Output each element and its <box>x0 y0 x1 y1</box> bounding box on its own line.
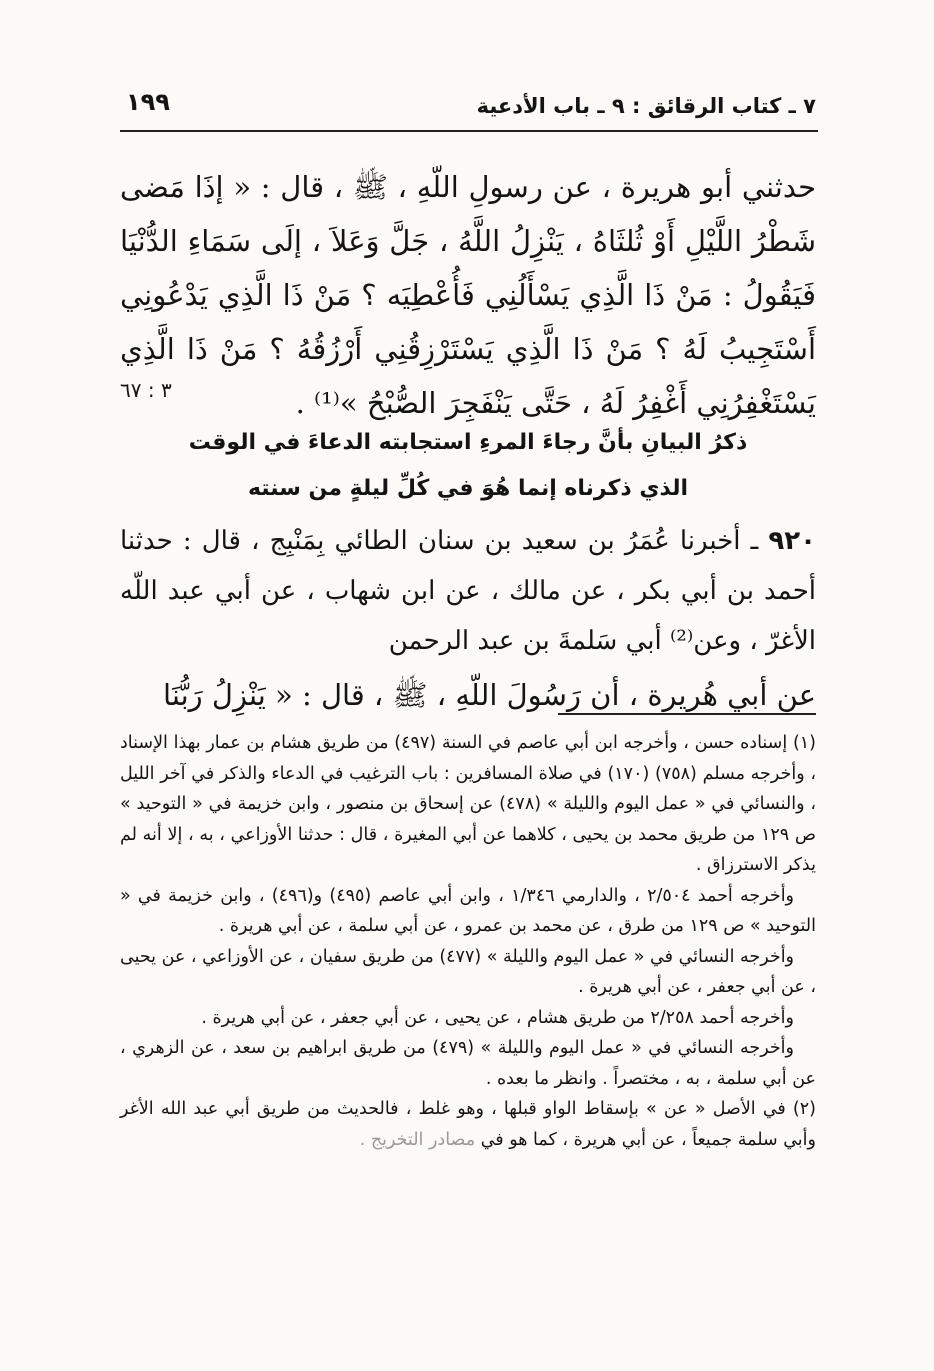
footnote-1-continuation: وأخرجه النسائي في « عمل اليوم والليلة » (٤٧٩) من طريق ابراهيم بن سعد ، عن الزهري ، عن أبي سلمة ، به ، مختصراً . وانظر ما بعده . <box>120 1038 816 1089</box>
main-paragraph: حدثني أبو هريرة ، عن رسولِ اللّهِ ، ﷺ ، قال : « إذَا مَضى شَطْرُ اللَّيْلِ أَوْ ثُلثَاهُ ، يَنْزِلُ اللَّهُ ، جَلَّ وَعَلاَ ، إلَى سَمَاءِ الدُّنْيَا فَيَقُولُ : مَنْ ذَا الَّذِي يَسْأَلُنِي فَأُعْطِيَه ؟ مَنْ ذَا الَّذِي يَدْعُونِي أَسْتَجِيبُ لَهُ ؟ مَنْ ذَا الَّذِي يَسْتَرْزِقُنِي أَرْزُقُهُ ؟ مَنْ ذَا الَّذِي يَسْتَغْفِرُنِي أَغْفِرُ لَهُ ، حَتَّى يَنْفَجِرَ الصُّبْحُ »⁽¹⁾ . <box>120 170 816 420</box>
running-header <box>120 88 816 128</box>
chapter-title: ٧ ـ كتاب الرقائق : ٩ ـ باب الأدعية <box>476 94 816 118</box>
footnote-separator <box>558 713 816 715</box>
page-number: ١٩٩ <box>126 88 170 116</box>
cross-reference: ٣ : ٦٧ <box>120 378 172 402</box>
hadith-920 <box>120 516 816 720</box>
section-heading <box>120 420 816 512</box>
footnote-2 <box>120 1094 816 1155</box>
footnote-2-faded-text: مصادر التخريج . <box>359 1129 476 1150</box>
hadith-text-start: عن أبي هُريرة ، أن رَسُولَ اللّهِ ، ﷺ ، قال : « يَنْزِلُ رَبُّنَا <box>163 678 816 712</box>
section-heading-line-1: ذكرُ البيانِ بأنَّ رجاءَ المرءِ استجابته الدعاءَ في الوقت <box>188 430 748 455</box>
hadith-number: ٩٢٠ <box>768 526 817 556</box>
section-heading-line-2: الذي ذكرناه إنما هُوَ في كُلِّ ليلةٍ من سنته <box>247 476 689 501</box>
header-rule <box>120 130 818 132</box>
footnote-1-continuation: وأخرجه أحمد ٢/٢٥٨ من طريق هشام ، عن يحيى ، عن أبي جعفر ، عن أبي هريرة . <box>201 1007 794 1028</box>
footnote-1-continuation: وأخرجه النسائي في « عمل اليوم والليلة » (٤٧٧) من طريق سفيان ، عن الأوزاعي ، عن يحيى ، عن أبي جعفر ، عن أبي هريرة . <box>120 946 816 997</box>
footnote-1: (١) إسناده حسن ، وأخرجه ابن أبي عاصم في السنة (٤٩٧) من طريق هشام بن عمار بهذا الإسناد ، وأخرجه مسلم (٧٥٨) (١٧٠) في صلاة المسافرين : باب الترغيب في الدعاء والذكر في آخر الليل ، والنسائي في « عمل اليوم والليلة » (٤٧٨) عن إسحاق بن منصور ، وابن خزيمة في « التوحيد » ص ١٢٩ من طريق محمد بن يحيى ، كلاهما عن أبي المغيرة ، قال : حدثنا الأوزاعي ، به ، إلا أنه لم يذكر الاسترزاق . <box>120 733 817 875</box>
hadith-text-continued <box>120 160 816 425</box>
footnote-2-text: (٢) في الأصل « عن » بإسقاط الواو قبلها ، وهو غلط ، فالحديث من طريق أبي عبد الله الأغر وأبي سلمة جميعاً ، عن أبي هريرة ، كما هو في <box>120 1099 816 1150</box>
footnote-1-continuation: وأخرجه أحمد ٢/٥٠٤ ، والدارمي ١/٣٤٦ ، وابن أبي عاصم (٤٩٥) و(٤٩٦) ، وابن خزيمة في « التوحيد » ص ١٢٩ من طرق ، عن محمد بن عمرو ، عن أبي سلمة ، عن أبي هريرة . <box>120 885 816 936</box>
footnotes <box>120 728 816 1155</box>
hadith-chain: ـ أخبرنا عُمَرُ بن سعيد بن سنان الطائي بِمَنْبِج ، قال : حدثنا أحمد بن أبي بكر ، عن مالك ، عن ابن شهاب ، عن أبي عبد اللّه الأغرّ ، وعن⁽²⁾ أبي سَلمةَ بن عبد الرحمن <box>120 526 816 656</box>
